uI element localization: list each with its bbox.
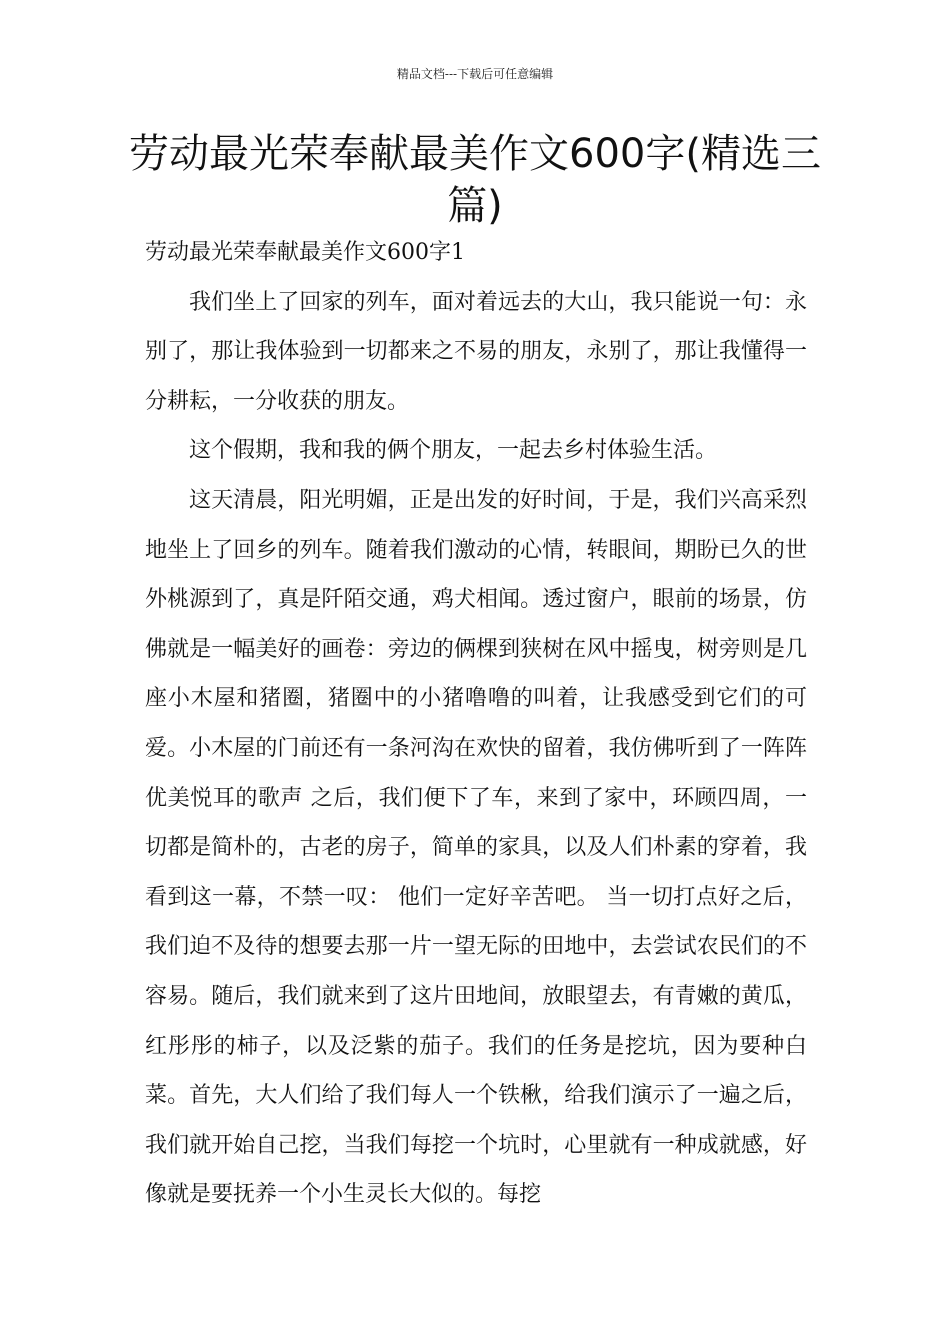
document-title: 劳动最光荣奉献最美作文600字(精选三篇) <box>129 131 821 229</box>
document-body <box>145 228 807 1220</box>
section-heading: 劳动最光荣奉献最美作文600字1 <box>145 240 465 265</box>
paragraph-1: 我们坐上了回家的列车，面对着远去的大山，我只能说一句：永别了，那让我体验到一切都来之不易的朋友，永别了，那让我懂得一分耕耘，一分收获的朋友。 <box>145 289 807 414</box>
header-note: 精品文档---下载后可任意编辑 <box>396 67 554 81</box>
paragraph-3: 这天清晨，阳光明媚，正是出发的好时间，于是，我们兴高采烈地坐上了回乡的列车。随着我们激动的心情，转眼间，期盼已久的世外桃源到了，真是阡陌交通，鸡犬相闻。透过窗户，眼前的场景，仿佛就是一幅美好的画卷：旁边的俩棵到狭树在风中摇曳，树旁则是几座小木屋和猪圈，猪圈中的小猪噜噜的叫着，让我感受到它们的可爱。小木屋的门前还有一条河沟在欢快的留着，我仿佛听到了一阵阵优美悦耳的歌声 之后，我们便下了车，来到了家中，环顾四周，一切都是简朴的，古老的房子，简单的家具，以及人们朴素的穿着，我看到这一幕，不禁一叹： 他们一定好辛苦吧。 当一切打点好之后，我们迫不及待的想要去那一片一望无际的田地中，去尝试农民们的不容易。随后，我们就来到了这片田地间，放眼望去，有青嫩的黄瓜，红彤彤的柿子，以及泛紫的茄子。我们的任务是挖坑，因为要种白菜。首先，大人们给了我们每人一个铁楸，给我们演示了一遍之后，我们就开始自己挖，当我们每挖一个坑时，心里就有一种成就感，好像就是要抚养一个小生灵长大似的。每挖 <box>145 487 807 1208</box>
paragraph-2: 这个假期，我和我的俩个朋友，一起去乡村体验生活。 <box>189 438 718 464</box>
